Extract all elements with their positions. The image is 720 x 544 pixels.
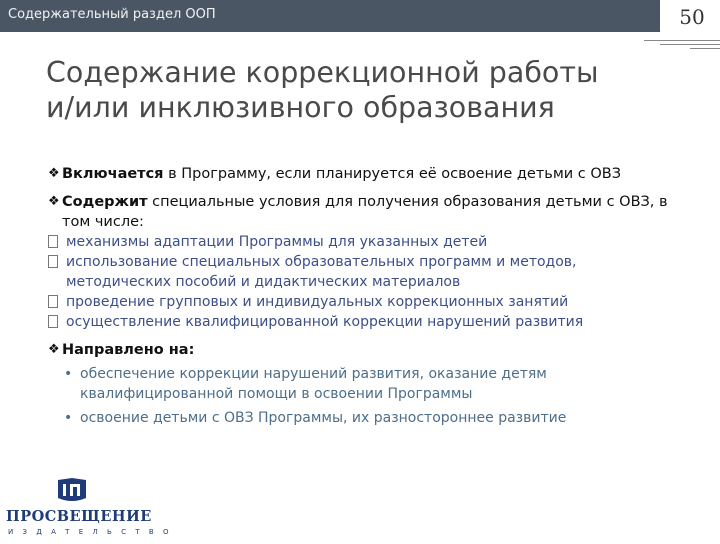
bullet-bold: Направлено на: — [62, 342, 195, 358]
logo-subtitle: ИЗДАТЕЛЬСТВО — [8, 528, 178, 536]
sub-item — [48, 364, 668, 404]
accent-lines — [644, 40, 720, 50]
header-bar — [0, 0, 720, 32]
sub-item — [48, 232, 668, 252]
diamond-bullet-icon: ❖ — [48, 194, 60, 209]
bullet-item-directed — [48, 340, 668, 360]
bullet-bold: Включается — [62, 166, 164, 182]
bullet-item-includes — [48, 164, 668, 184]
sub-item-text: освоение детьми с ОВЗ Программы, их разностороннее развитие — [80, 410, 567, 426]
bullet-item-contains — [48, 192, 668, 232]
title-line-2: и/или инклюзивного образования — [46, 91, 555, 124]
sub-item-text: обеспечение коррекции нарушений развития, оказание детям квалифицированной помощи в освоении Программы — [80, 366, 547, 402]
title-line-1: Содержание коррекционной работы — [46, 56, 599, 89]
section-title: Содержательный раздел ООП — [8, 7, 216, 22]
bullet-dot-icon: • — [64, 410, 73, 426]
bullet-text: в Программу, если планируется её освоение детьми с ОВЗ — [163, 166, 622, 182]
bullet-text: специальные условия для получения образования детьми с ОВЗ, в том числе: — [62, 194, 668, 230]
sub-item — [48, 408, 668, 428]
sub-item-text: проведение групповых и индивидуальных коррекционных занятий — [66, 294, 569, 310]
checkbox-icon — [48, 235, 58, 248]
slide-body — [48, 164, 668, 428]
sub-item — [48, 312, 668, 332]
checkbox-icon — [48, 315, 58, 328]
slide-title — [46, 55, 686, 125]
diamond-bullet-icon: ❖ — [48, 166, 60, 181]
sub-item — [48, 292, 668, 312]
page-number: 50 — [679, 5, 705, 29]
sub-item-text: использование специальных образовательных программ и методов, методических пособий и дидактических материалов — [66, 254, 577, 290]
checkbox-icon — [48, 255, 58, 268]
diamond-bullet-icon: ❖ — [48, 342, 60, 357]
logo-wordmark: ПРОСВЕЩЕНИЕ — [6, 508, 152, 525]
bullet-dot-icon: • — [64, 366, 73, 382]
bullet-bold: Содержит — [62, 194, 148, 210]
sub-item-text: механизмы адаптации Программы для указанных детей — [66, 234, 488, 250]
sub-item-text: осуществление квалифицированной коррекции нарушений развития — [66, 314, 584, 330]
checkbox-icon — [48, 295, 58, 308]
sub-item — [48, 252, 668, 292]
